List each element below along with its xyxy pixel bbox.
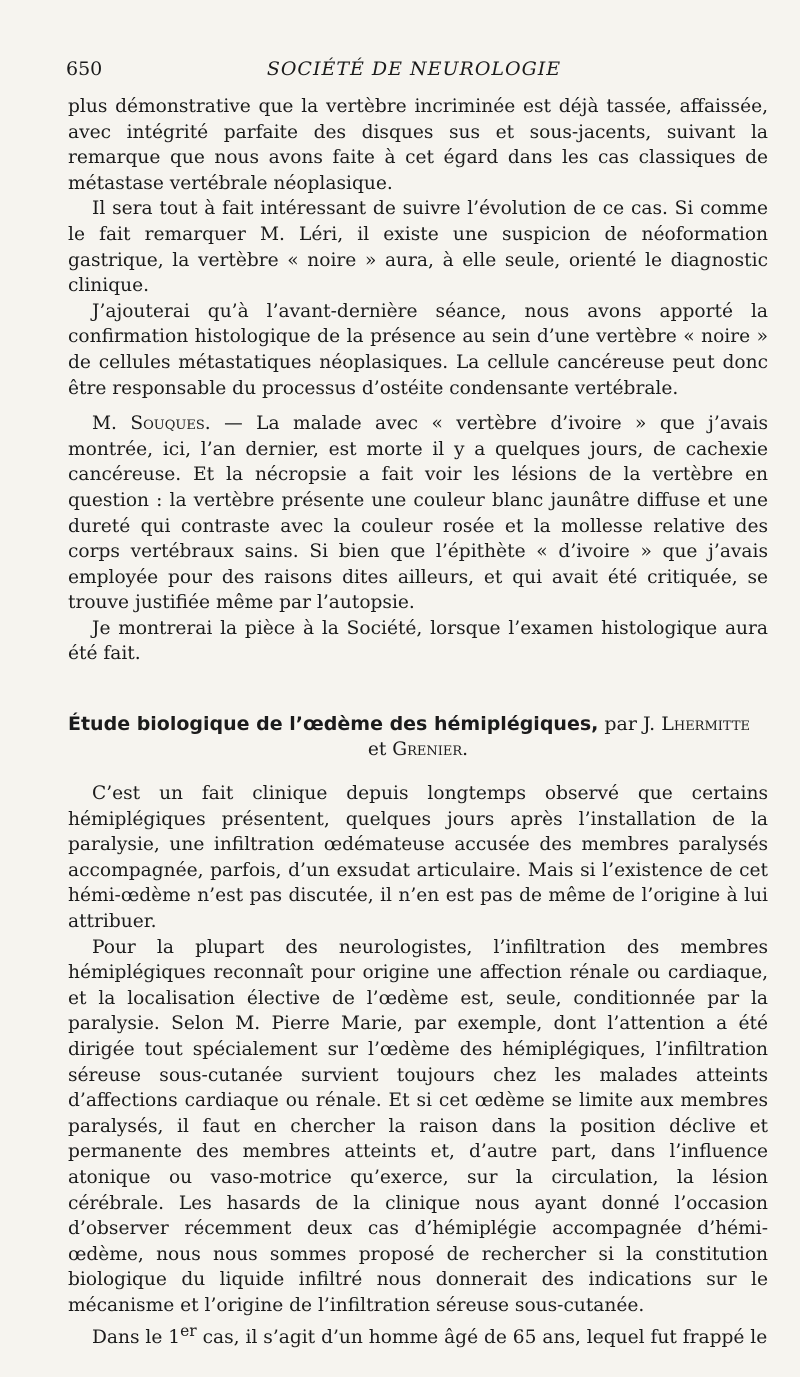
paragraph: plus démonstrative que la vertèbre incriminée est déjà tassée, affaissée, avec intégrité parfaite des disques sus et sous-jacents, suivant la remarque que nous avons faite à cet égard dans les cas classiques de métastase vertébrale néoplasique. [68,96,768,194]
souques-text: — La malade avec « vertèbre d’ivoire » que j’avais montrée, ici, l’an dernier, est morte il y a quelques jours, de cachexie cancéreuse. Et la nécropsie a fait voir les lésions de la vertèbre en question : la vertèbre présente une couleur blanc jaunâtre diffuse et une dureté qui contraste avec la couleur rosée et la mollesse relative des corps vertébraux sains. Si bien que l’épithète « d’ivoire » que j’avais employée pour des raisons dites ailleurs, et qui avait été critiquée, se trouve justifiée même par l’autopsie. [68,413,768,614]
section-heading-line [68,711,768,737]
last-line-prefix: Dans le 1 [92,1326,181,1348]
section-title: Étude biologique de l’œdème des hémiplégiques, [68,713,599,736]
section-heading-line [68,737,768,763]
souques-paragraph [68,411,768,616]
speaker-name: M. Souques. [92,413,211,435]
page-body [68,94,768,1350]
paragraph: Pour la plupart des neurologistes, l’infiltration des membres hémiplégiques reconnaît pour origine une affection rénale ou cardiaque, et la localisation élective de l’œdème est, seule, conditionnée par la paralysie. Selon M. Pierre Marie, par exemple, dont l’attention a été dirigée tout spécialement sur l’œdème des hémiplégiques, l’infiltration séreuse sous-cutanée survient toujours chez les malades atteints d’affections cardiaque ou rénale. Et si cet œdème se limite aux membres paralysés, il faut en chercher la raison dans la position déclive et permanente des membres atteints et, d’autre part, dans l’influence atonique ou vaso-motrice qu’exerce, sur la circulation, la lésion cérébrale. Les hasards de la clinique nous ayant donné l’occasion d’observer récemment deux cas d’hémiplégie accompagnée d’hémi-œdème, nous nous sommes proposé de rechercher si la constitution biologique du liquide infiltré nous donnerait des indications sur le mécanisme et l’origine de l’infiltration séreuse sous-cutanée. [68,936,768,1316]
paragraph: C’est un fait clinique depuis longtemps observé que certains hémiplégiques présentent, quelques jours après l’installation de la paralysie, une infiltration œdémateuse accusée des membres paralysés accompagnée, parfois, d’un exsudat articulaire. Mais si l’existence de cet hémi-œdème n’est pas discutée, il n’en est pas de même de l’origine à lui attribuer. [68,783,768,933]
last-line-rest: cas, il s’agit d’un homme âgé de 65 ans, lequel fut frappé le [196,1326,768,1348]
section-by: par J. [598,713,662,736]
paragraph: J’ajouterai qu’à l’avant-dernière séance, nous avons apporté la confirmation histologique de la présence au sein d’une vertèbre « noire » de cellules métastatiques néoplasiques. La cellule cancéreuse peut donc être responsable du processus d’ostéite condensante vertébrale. [68,300,768,399]
last-line [68,1319,768,1351]
paragraph: Je montrerai la pièce à la Société, lorsque l’examen histologique aura été fait. [68,617,768,665]
running-title: SOCIÉTÉ DE NEUROLOGIE [266,58,562,80]
section-heading [68,711,768,763]
paragraph: Il sera tout à fait intéressant de suivre l’évolution de ce cas. Si comme le fait remarquer M. Léri, il existe une suspicion de néoformation gastrique, la vertèbre « noire » aura, à elle seule, orienté le diagnostic clinique. [68,198,768,297]
ordinal-superscript: er [180,1321,197,1340]
section-author-2: Grenier. [392,739,469,761]
section-author-1: Lhermitte [661,713,750,736]
section-and: et [367,739,393,761]
page-number: 650 [66,58,103,80]
page-header [66,58,762,88]
spacer [68,401,768,411]
